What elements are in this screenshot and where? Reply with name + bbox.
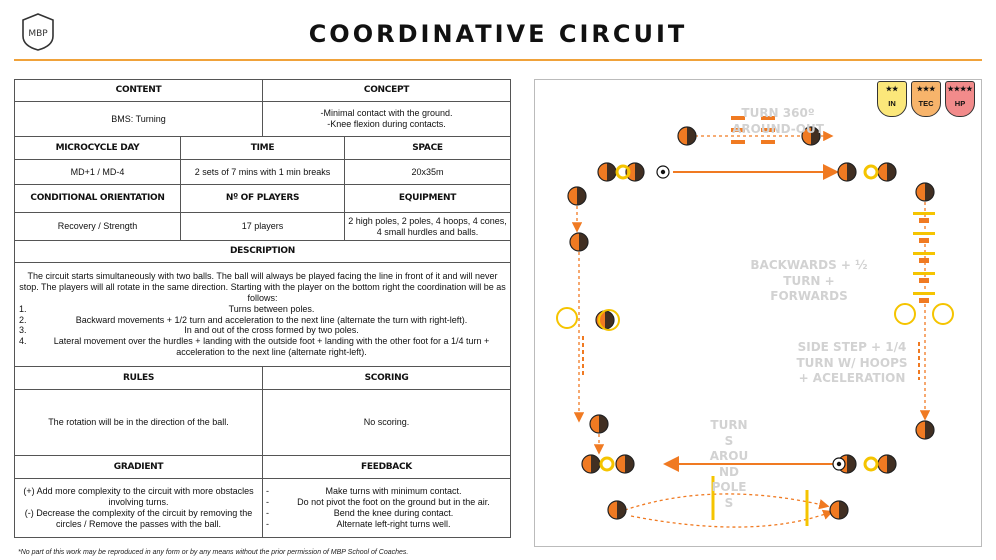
player-icon: [599, 415, 608, 433]
label-backwards: BACKWARDS + ½ TURN + FORWARDS: [750, 258, 868, 304]
hoop-icon: [895, 304, 915, 324]
gradient-plus: (+) Add more complexity to the circuit with more obstacles involving turns.: [23, 486, 254, 508]
footstep-icon: [919, 238, 929, 243]
session-sheet: [14, 79, 511, 538]
footstep-icon: [731, 140, 745, 144]
footstep-icon: [919, 258, 929, 263]
description-header: DESCRIPTION: [15, 241, 511, 263]
cone-icon: [865, 166, 877, 178]
space-value: 20x35m: [345, 160, 511, 185]
player-icon: [887, 455, 896, 473]
player-icon: [617, 501, 626, 519]
player-icon: [605, 311, 614, 329]
gradient-header: GRADIENT: [15, 456, 263, 479]
cone-icon: [865, 458, 877, 470]
hoop-icon: [933, 304, 953, 324]
hurdle-icon: [913, 252, 935, 255]
run-path: [631, 512, 831, 527]
player-icon: [579, 233, 588, 251]
rules-value: The rotation will be in the direction of the ball.: [15, 390, 263, 456]
player-icon: [847, 455, 856, 473]
concept-line: -Minimal contact with the ground.: [320, 108, 453, 119]
pitch-svg: [535, 80, 983, 548]
star-icon: ★★: [885, 86, 899, 93]
player-icon: [925, 421, 934, 439]
description-body: [15, 263, 511, 367]
player-icon: [925, 183, 934, 201]
player-icon: [839, 501, 848, 519]
copyright-footer: *No part of this work may be reproduced in any form or by any means without the prior permission of MBP School of Coaches.: [18, 549, 409, 556]
logo-text: MBP: [28, 29, 48, 39]
player-icon: [625, 455, 634, 473]
microcycle-value: MD+1 / MD-4: [15, 160, 181, 185]
content-header: CONTENT: [15, 80, 263, 102]
star-icon: ★★★: [916, 86, 936, 93]
footstep-icon: [919, 278, 929, 283]
ball-icon: [661, 170, 665, 174]
players-header: Nº OF PLAYERS: [181, 185, 345, 213]
gradient-value: [15, 479, 263, 538]
list-item: 1. Turns between poles.: [19, 303, 315, 314]
players-value: 17 players: [181, 213, 345, 241]
level-badge-in: ★★ IN: [877, 81, 907, 117]
header-divider: [14, 59, 982, 61]
content-value: BMS: Turning: [15, 102, 263, 137]
microcycle-header: MICROCYCLE DAY: [15, 137, 181, 160]
player-icon: [887, 163, 896, 181]
footstep-icon: [919, 218, 929, 223]
feedback-header: FEEDBACK: [263, 456, 511, 479]
time-value: 2 sets of 7 mins with 1 min breaks: [181, 160, 345, 185]
conditional-value: Recovery / Strength: [15, 213, 181, 241]
label-turns-poles: TURN S AROU ND POLE S: [709, 418, 749, 510]
level-badge-hp: ★★★★ HP: [945, 81, 975, 117]
player-icon: [847, 163, 856, 181]
player-icon: [635, 163, 644, 181]
list-item: 4. Lateral movement over the hurdles + landing with the outside foot + landing with the other foot for a 1/4 turn + acceleration to the next line (alternate right-left).: [19, 336, 490, 357]
level-badge-tec: ★★★ TEC: [911, 81, 941, 117]
footstep-icon: [919, 298, 929, 303]
hurdle-icon: [913, 232, 935, 235]
list-item: - Make turns with minimum contact.: [266, 486, 462, 497]
gradient-minus: (-) Decrease the complexity of the circuit by removing the circles / Remove the passes with the ball.: [24, 508, 253, 529]
scoring-header: SCORING: [263, 367, 511, 390]
list-item: 3. In and out of the cross formed by two poles.: [19, 325, 359, 336]
footstep-icon: [761, 140, 775, 144]
label-side-step: SIDE STEP + 1/4 TURN W/ HOOPS + ACELERATION: [796, 340, 908, 386]
hurdle-icon: [913, 272, 935, 275]
concept-header: CONCEPT: [263, 80, 511, 102]
list-item: 2. Backward movements + 1/2 turn and acceleration to the next line (alternate the turn with right-left).: [19, 314, 468, 325]
drill-diagram: [534, 79, 982, 547]
player-icon: [687, 127, 696, 145]
conditional-header: CONDITIONAL ORIENTATION: [15, 185, 181, 213]
header: [0, 0, 996, 62]
equipment-value: 2 high poles, 2 poles, 4 hoops, 4 cones, 4 small hurdles and balls.: [345, 213, 511, 241]
player-icon: [577, 187, 586, 205]
ball-icon: [837, 462, 841, 466]
list-item: - Alternate left-right turns well.: [266, 518, 451, 529]
player-icon: [591, 455, 600, 473]
space-header: SPACE: [345, 137, 511, 160]
cone-icon: [601, 458, 613, 470]
concept-line: -Knee flexion during contacts.: [327, 119, 446, 129]
hurdle-icon: [913, 292, 935, 295]
equipment-header: EQUIPMENT: [345, 185, 511, 213]
page-title: COORDINATIVE CIRCUIT: [308, 20, 688, 48]
hurdle-icon: [913, 212, 935, 215]
list-item: - Do not pivot the foot on the ground but in the air.: [266, 497, 490, 508]
feedback-value: [263, 479, 511, 538]
concept-value: [263, 102, 511, 137]
time-header: TIME: [181, 137, 345, 160]
description-intro: The circuit starts simultaneously with two balls. The ball will always be played facing the line in front of it and will never stop. The players will all rotate in the same direction. Starting with the player on the bottom right the coordination will be as follows:: [19, 271, 506, 303]
hoop-icon: [557, 308, 577, 328]
star-icon: ★★★★: [947, 86, 973, 93]
label-turn-360: TURN 360º AROUND-OUT: [732, 106, 824, 136]
rules-header: RULES: [15, 367, 263, 390]
scoring-value: No scoring.: [263, 390, 511, 456]
list-item: - Bend the knee during contact.: [266, 508, 454, 518]
player-icon: [607, 163, 616, 181]
